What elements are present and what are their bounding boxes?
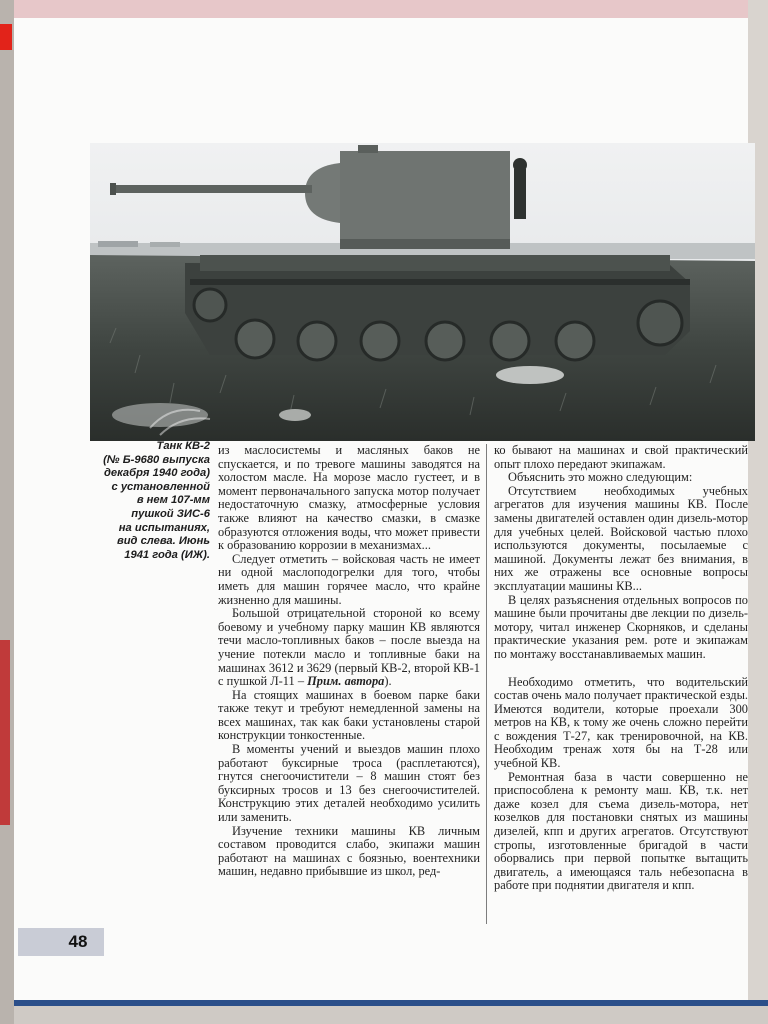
- paragraph: В моменты учений и выездов машин плохо работают буксирные троса (расплетаются), гнутся снегоочистители – 8 машин стоят без буксирных тросов и 13 без снегоочистителей. Конструкцию этих деталей необходимо усилить или заменить.: [218, 742, 480, 825]
- paragraph: [218, 607, 480, 689]
- tank-photo-drawing: [90, 143, 755, 441]
- paragraph: Необходимо отметить, что водительский состав очень мало получает практической езды. Имеются водители, которые проехали 300 метров на КВ, к тому же очень сложно перейти с вождения Т-27, как тренировочной, на КВ. Необходим тренаж хотя бы на Т-28 или учебной КВ.: [494, 674, 748, 771]
- paragraph: Объяснить это можно следующим:: [508, 470, 693, 485]
- paragraph-text: Большой отрицательной стороной ко всему боевому и учебному парку машин КВ являются течи масло-топливных баков – после выезда на учение потекли масло и топливные баки на машинах 3612 и 3629 (первый КВ-2, второй КВ-1 с пушкой Л-11 –: [218, 606, 480, 689]
- caption-line: 1941 года (ИЖ).: [124, 548, 210, 561]
- caption-line: Танк КВ-2: [156, 440, 210, 452]
- paragraph: Отсутствием необходимых учебных агрегатов для изучения машины КВ. После замены двигателей оставлен один дизель-мотор для учебных целей. Войсковой частью плохо используются документы, посылаемые с машиной. Документы лежат без внимания, в них же отражены все основные вопросы эксплуатации машины КВ...: [494, 483, 748, 593]
- caption-line: в нем 107-мм: [136, 494, 210, 507]
- caption-line: вид слева. Июнь: [116, 535, 210, 548]
- caption-line: с установленной: [111, 480, 210, 493]
- paragraph: из маслосистемы и масляных баков не спускается, и по тревоге машины заводятся на холостом масле. На морозе масло густеет, и в момент первоначального запуска мотор получает недостаточную смазку, атмосферные условия также влияют на качество смазки, в смазке образуются отложения воды, что может привести к образованию коррозии в механизмах...: [218, 443, 480, 553]
- paragraph: Следует отметить – войсковая часть не имеет ни одной маслоподогрелки для того, чтобы иметь для машин горячее масло, что крайне жизненно для машины.: [218, 551, 480, 607]
- caption-line: пушкой ЗИС-6: [131, 507, 210, 520]
- paragraph: Изучение техники машины КВ личным составом проводится слабо, экипажи машин работают на машинах с боязнью, воентехники машин, недавно прибывшие из школ, ред-: [218, 823, 480, 879]
- paragraph: ко бывают на машинах и свой практический опыт плохо передают экипажам.: [494, 443, 748, 471]
- paragraph-tail: ).: [384, 674, 392, 689]
- caption-line: декабря 1940 года): [103, 467, 210, 480]
- page-number: 48: [68, 932, 88, 951]
- paragraph: На стоящих машинах в боевом парке баки также текут и требуют немедленной замены на всех машинах, так как баки установлены старой конструкции тонкостенные.: [218, 687, 480, 743]
- paragraph: В целях разъяснения отдельных вопросов по машине были прочитаны две лекции по дизель-мотору, читал инженер Скорняков, и сделаны практические указания рем. роте и экипажам по монтажу восстанавливаемых машин.: [494, 592, 748, 661]
- caption-line: (№ Б-9680 выпуска: [103, 453, 210, 466]
- caption-line: на испытаниях,: [118, 521, 210, 534]
- text-column-right: [494, 444, 748, 893]
- bottom-page-edge: [14, 1006, 768, 1024]
- red-corner-tab: [0, 24, 12, 50]
- column-divider: [486, 444, 487, 924]
- text-column-left: [218, 444, 480, 879]
- book-spine-edge: [0, 0, 14, 1024]
- paragraph: Ремонтная база в части совершенно не приспособлена к ремонту маш. КВ, т.к. нет даже козел для съема дизель-мотора, нет козелков для постановки снятых из машины дизелей, кпп и других агрегатов. Отсутствуют стропы, изготовленные бригадой в части оборвались при первой попытке вытащить двигатель, а имеющаяся таль небезопасна в работе при поднятии двигателя и кпп.: [494, 769, 748, 893]
- photo-caption: [90, 440, 210, 562]
- author-note: Прим. автора: [307, 674, 385, 689]
- tank-photo: [90, 143, 755, 441]
- top-page-edge: [14, 0, 768, 18]
- red-side-tab: [0, 640, 10, 825]
